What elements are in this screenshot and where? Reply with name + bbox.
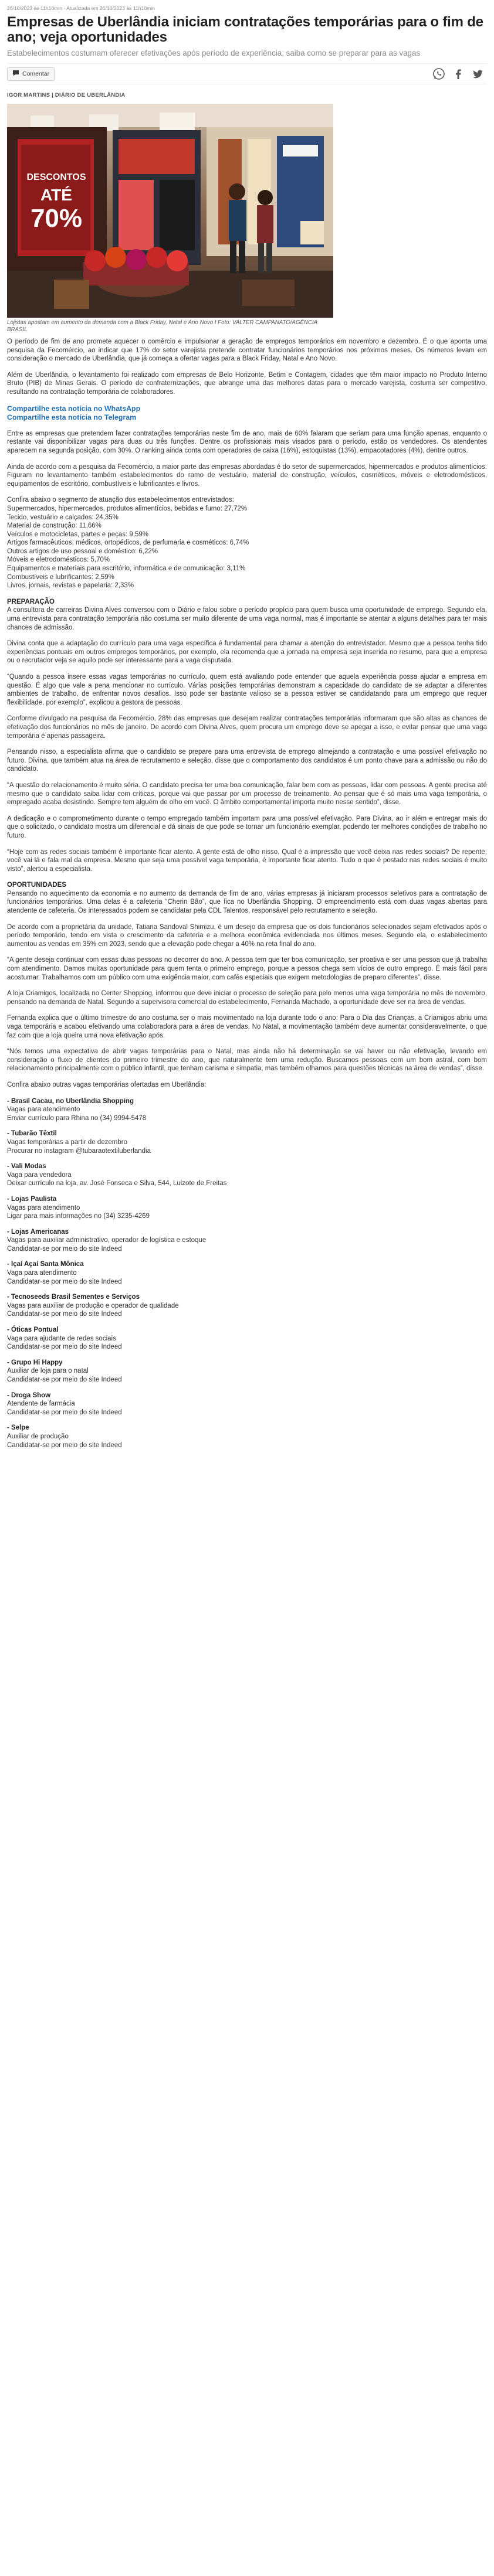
svg-text:ATÉ: ATÉ (40, 186, 72, 204)
paragraph: Ainda de acordo com a pesquisa da Fecomércio, a maior parte das empresas abordadas é do setor de supermercados, hipermercados e produtos alimentícios. Figuram no levantamento também estabelecimentos do ramo de vestuário, material de construção, veículos, cosméticos, móveis e eletrodomésticos, equipamentos de escritório, combustíveis e lubrificantes e livros. (7, 463, 487, 488)
job-item (7, 1097, 487, 1123)
paragraph: Entre as empresas que pretendem fazer contratações temporárias neste fim de ano, mais de 60% falaram que seriam para uma função apenas, enquanto o restante vai disponibilizar vagas para duas ou três funções. Dentre os profissionais mais visados para o período, estão os vendedores. Os atendentes aparecem na segunda posição, com 30%. O ranking ainda conta com operadores de caixa (16%), estoquistas (13%), empacotadores (4%), dentre outros. (7, 430, 487, 454)
paragraph: O período de fim de ano promete aquecer o comércio e impulsionar a geração de empregos temporários em novembro e dezembro. É o que aponta uma pesquisa da Fecomércio, ao indicar que 17% do setor varejista pretende contratar funcionários temporários nos próximos meses. Os números levam em consideração o mercado de Uberlândia, que já começa a ofertar vagas para a Black Friday, Natal e Ano Novo. (7, 338, 487, 363)
byline: IGOR MARTINS | DIÁRIO DE UBERLÂNDIA (7, 92, 126, 99)
job-detail: Candidatar-se por meio do site Indeed (7, 1441, 122, 1449)
job-title: - Brasil Cacau, no Uberlândia Shopping (7, 1097, 134, 1105)
job-detail: Candidatar-se por meio do site Indeed (7, 1278, 122, 1285)
job-item (7, 1391, 487, 1417)
job-detail: Vagas para atendimento (7, 1204, 80, 1212)
job-title: - Tubarão Têxtil (7, 1130, 57, 1138)
segments-list (7, 496, 487, 590)
job-detail: Vagas para atendimento (7, 1106, 80, 1114)
job-title: - Tecnoseeds Brasil Sementes e Serviços (7, 1294, 140, 1301)
job-detail: Vaga para atendimento (7, 1270, 77, 1277)
comment-button[interactable] (7, 67, 55, 81)
svg-text:DESCONTOS: DESCONTOS (26, 172, 86, 182)
comment-icon (12, 70, 19, 79)
paragraph: “Hoje com as redes sociais também é importante ficar atento. A gente está de olho nisso. Qual é a impressão que você deixa nas redes sociais? De repente, você vai lá e fala mal da empresa. Mesmo que seja uma possível vaga temporária, é importante ficar atento. Tudo o que é postado nas redes sociais é muito visto”, alertou a especialista. (7, 848, 487, 873)
article-title: Empresas de Uberlândia iniciam contratações temporárias para o fim de ano; veja oportunidades (7, 14, 483, 45)
job-detail: Vagas para auxiliar de produção e operador de qualidade (7, 1302, 179, 1309)
article-photo (7, 104, 333, 318)
job-title: - Vali Modas (7, 1163, 46, 1170)
paragraph: “Quando a pessoa insere essas vagas temporárias no currículo, quem está avaliando pode entender que aquela experiência possa ajudar a empresa em questão. É algo que vale a pena mencionar no currículo. Várias posições temporárias demonstram a capacidade do candidato de se adaptar a diferentes ambientes de trabalho, de enfrentar novos desafios. Isso pode ser bastante valioso se a pessoa estiver se candidatando para um emprego que requer flexibilidade, por exemplo”, explicou a gestora de pessoas. (7, 673, 487, 706)
segment-item: Móveis e eletrodomésticos: 5,70% (7, 556, 110, 564)
section-heading-oportunidades: OPORTUNIDADES (7, 882, 66, 889)
whatsapp-icon[interactable] (432, 67, 446, 81)
jobs-list (7, 1097, 487, 1450)
job-detail: Vagas temporárias a partir de dezembro (7, 1138, 127, 1146)
job-detail: Ligar para mais informações no (34) 3235-4269 (7, 1213, 150, 1220)
job-item (7, 1293, 487, 1319)
jobs-intro: Confira abaixo outras vagas temporárias ofertadas em Uberlândia: (7, 1081, 207, 1088)
job-detail: Candidatar-se por meio do site Indeed (7, 1343, 122, 1351)
job-detail: Candidatar-se por meio do site Indeed (7, 1408, 122, 1416)
share-bar (7, 63, 487, 84)
segment-item: Equipamentos e materiais para escritório, informática e de comunicação: 3,11% (7, 565, 246, 573)
job-item (7, 1424, 487, 1449)
job-detail: Candidatar-se por meio do site Indeed (7, 1311, 122, 1318)
share-icons (432, 67, 485, 81)
job-title: - Lojas Paulista (7, 1195, 57, 1203)
job-title: - Içaí Açaí Santa Mônica (7, 1261, 84, 1268)
job-detail: Vaga para vendedora (7, 1171, 72, 1179)
segment-item: Material de construção: 11,66% (7, 522, 101, 530)
paragraph: De acordo com a proprietária da unidade, Tatiana Sandoval Shimizu, é um desejo da empresa que os dois funcionários selecionados sejam efetivados após o período temporário, tendo em vista o crescimento da cafeteria e a melhora econômica evidenciada nos últimos meses. Segundo ela, o estabelecimento aumentou as vendas em 35% em 2023, sendo que a elevação pode chegar a 40% na reta final do ano. (7, 923, 487, 948)
paragraph: “A gente deseja continuar com essas duas pessoas no decorrer do ano. A pessoa tem que ter boa comunicação, ser proativa e ser uma pessoa que já trabalha com atendimento. Damos muitas oportunidade para quem tenta o primeiro emprego, porque a pessoa chega sem vícios de outro emprego. É mais fácil para acostumar. Trabalhamos com um público com uma exigência maior, com cafés especiais que exigem metodologias de preparo diferentes”, disse. (7, 957, 487, 981)
job-title: - Grupo Hi Happy (7, 1359, 63, 1366)
paragraph: A loja Criamigos, localizada no Center Shopping, informou que deve iniciar o processo de seleção para pelo menos uma vaga temporária no mês de novembro, pensando na demanda de Natal. Segundo a supervisora comercial do estabelecimento, Fernanda Machado, a oportunidade deve ser na área de vendas. (7, 990, 487, 1006)
segment-item: Tecido, vestuário e calçados: 24,35% (7, 513, 119, 521)
paragraph: A dedicação e o comprometimento durante o tempo empregado também importam para uma possível efetivação. Para Divina, ao ir além e entregar mais do que o solicitado, o candidato mostra um diferencial e dá sinais de que pode se tornar um funcionário exemplar, podendo ter melhores condições de trabalho no futuro. (7, 815, 487, 839)
paragraph: Fernanda explica que o último trimestre do ano costuma ser o mais movimentado na loja durante todo o ano: Para o Dia das Crianças, a Criamigos abriu uma vaga temporária e acabou efetivando uma colaboradora para a área de vendas. No Natal, a movimentação também deve aumentar consideravelmente, o que faz com que a loja queira uma nova efetivação após. (7, 1015, 487, 1039)
twitter-icon[interactable] (471, 67, 485, 81)
section-heading-preparacao: PREPARAÇÃO (7, 598, 55, 605)
paragraph: Pensando nisso, a especialista afirma que o candidato se prepare para uma entrevista de emprego almejando a contratação e uma possível efetivação no futuro. Divina, que também atua na área de recrutamento e seleção, disse que o comportamento dos candidatos é um ponto chave para a admissão ou não do candidato. (7, 748, 487, 773)
segment-item: Artigos farmacêuticos, médicos, ortopédicos, de perfumaria e cosméticos: 6,74% (7, 539, 249, 547)
job-detail: Auxiliar de produção (7, 1432, 69, 1440)
svg-text:70%: 70% (30, 204, 83, 233)
job-item (7, 1129, 487, 1155)
paragraph: Pensando no aquecimento da economia e no aumento da demanda de fim de ano, várias empresas já iniciaram processos seletivos para a contratação de funcionários temporários. Uma delas é a cafeteria “Cherin Bão”, que fica no Uberlândia Shopping. O empreendimento está com duas vagas abertas para atendente de cafeteria. Os interessados podem se candidatar pela CDL Talentos, responsável pelo recrutamento e seleção. (7, 890, 487, 915)
job-item (7, 1359, 487, 1384)
job-detail: Deixar currículo na loja, av. José Fonseca e Silva, 544, Luizote de Freitas (7, 1180, 227, 1187)
segment-item: Livros, jornais, revistas e papelaria: 2,33% (7, 582, 134, 590)
share-whatsapp-link[interactable]: Compartilhe esta notícia no WhatsApp (7, 404, 141, 413)
job-detail: Vaga para ajudante de redes sociais (7, 1335, 116, 1342)
job-detail: Candidatar-se por meio do site Indeed (7, 1245, 122, 1253)
job-item (7, 1228, 487, 1254)
job-detail: Procurar no instagram @tubaraotextiluberlandia (7, 1147, 151, 1155)
segment-item: Combustíveis e lubrificantes: 2,59% (7, 573, 114, 581)
segment-item: Outros artigos de uso pessoal e doméstico: 6,22% (7, 547, 158, 555)
share-telegram-link[interactable]: Compartilhe esta notícia no Telegram (7, 413, 137, 422)
job-item (7, 1326, 487, 1352)
article-subtitle: Estabelecimentos costumam oferecer efetivações após período de experiência; saiba como se preparar para as vagas (7, 49, 421, 57)
paragraph: Divina conta que a adaptação do currículo para uma vaga específica é fundamental para chamar a atenção do entrevistador. Mesmo que a pessoa tenha tido experiências pontuais em outros empregos temporários, por exemplo, ela recomenda que a jornada na empresa seja inserida no resumo, para que a empresa ou o recrutador veja se aquilo pode ser interessante para a vaga disputada. (7, 640, 487, 665)
comment-button-label: Comentar (22, 70, 50, 78)
photo-caption: Lojistas apostam em aumento da demanda com a Black Friday, Natal e Ano Novo I Foto: VALTER CAMPANATO/AGÊNCIA BRASIL (7, 319, 317, 333)
paragraph: “Nós temos uma expectativa de abrir vagas temporárias para o Natal, mas ainda não há determinação se vai haver ou não efetivação, levando em consideração o fluxo de clientes do primeiro trimestre do ano, que naturalmente tem uma redução. Buscamos pessoas com um bom astral, com bom relacionamento principalmente com o público infantil, que tenham carisma e simpatia, mas também olhamos para questões técnicas na área de vendas”, disse. (7, 1048, 487, 1073)
paragraph: Além de Uberlândia, o levantamento foi realizado com empresas de Belo Horizonte, Betim e Contagem, cidades que têm maior impacto no Produto Interno Bruto (PIB) de Minas Gerais. O período de confraternizações, que abrange uma das melhores datas para o mercado varejista, costuma ser competitivo, resultando na contratação temporária de colaboradores. (7, 371, 487, 396)
facebook-icon[interactable] (451, 67, 465, 81)
job-item (7, 1195, 487, 1221)
job-title: - Selpe (7, 1424, 29, 1432)
article-timestamp: 26/10/2023 às 11h10min - Atualizada em 26/10/2023 às 11h10min (7, 5, 155, 11)
job-detail: Auxiliar de loja para o natal (7, 1367, 89, 1375)
segment-item: Veículos e motocicletas, partes e peças: 9,59% (7, 530, 148, 538)
job-title: - Lojas Americanas (7, 1228, 69, 1236)
job-detail: Candidatar-se por meio do site Indeed (7, 1376, 122, 1383)
job-item (7, 1162, 487, 1188)
paragraph: “A questão do relacionamento é muito séria. O candidato precisa ter uma boa comunicação, falar bem com as pessoas, lidar com pessoas. A gente precisa até mesmo que o candidato saiba lidar com críticas, porque vai que passar por um processo de treinamento. Ao pensar que é só mais uma vaga temporária, o empregado acaba desistindo. Sempre tem alguém de olho em você. O âmbito comportamental importa muito nesse sentido”, disse. (7, 781, 487, 807)
paragraph: Conforme divulgado na pesquisa da Fecomércio, 28% das empresas que desejam realizar contratações temporárias informaram que são altas as chances de efetivação dos funcionários no mês de janeiro. De acordo com Divina Alves, quem procura um emprego deve se apegar a isso, e evitar pensar que uma vaga temporária é apenas passageira. (7, 715, 487, 740)
paragraph: A consultora de carreiras Divina Alves conversou com o Diário e falou sobre o período propício para quem busca uma oportunidade de emprego. Segundo ela, uma entrevista para contratação temporária não costuma ser muito diferente de uma vaga normal, mas é importante se atentar a alguns detalhes para ter mais chances de admissão. (7, 607, 487, 631)
segments-intro: Confira abaixo o segmento de atuação dos estabelecimentos entrevistados: (7, 496, 234, 504)
job-title: - Droga Show (7, 1391, 51, 1399)
job-detail: Vagas para auxiliar administrativo, operador de logística e estoque (7, 1237, 207, 1244)
job-title: - Óticas Pontual (7, 1326, 59, 1334)
segment-item: Supermercados, hipermercados, produtos alimentícios, bebidas e fumo: 27,72% (7, 505, 248, 512)
job-item (7, 1260, 487, 1286)
share-links (7, 404, 487, 423)
job-detail: Enviar currículo para Rhina no (34) 9994-5478 (7, 1114, 147, 1122)
store-photo-illustration (7, 104, 333, 318)
job-detail: Atendente de farmácia (7, 1400, 75, 1408)
